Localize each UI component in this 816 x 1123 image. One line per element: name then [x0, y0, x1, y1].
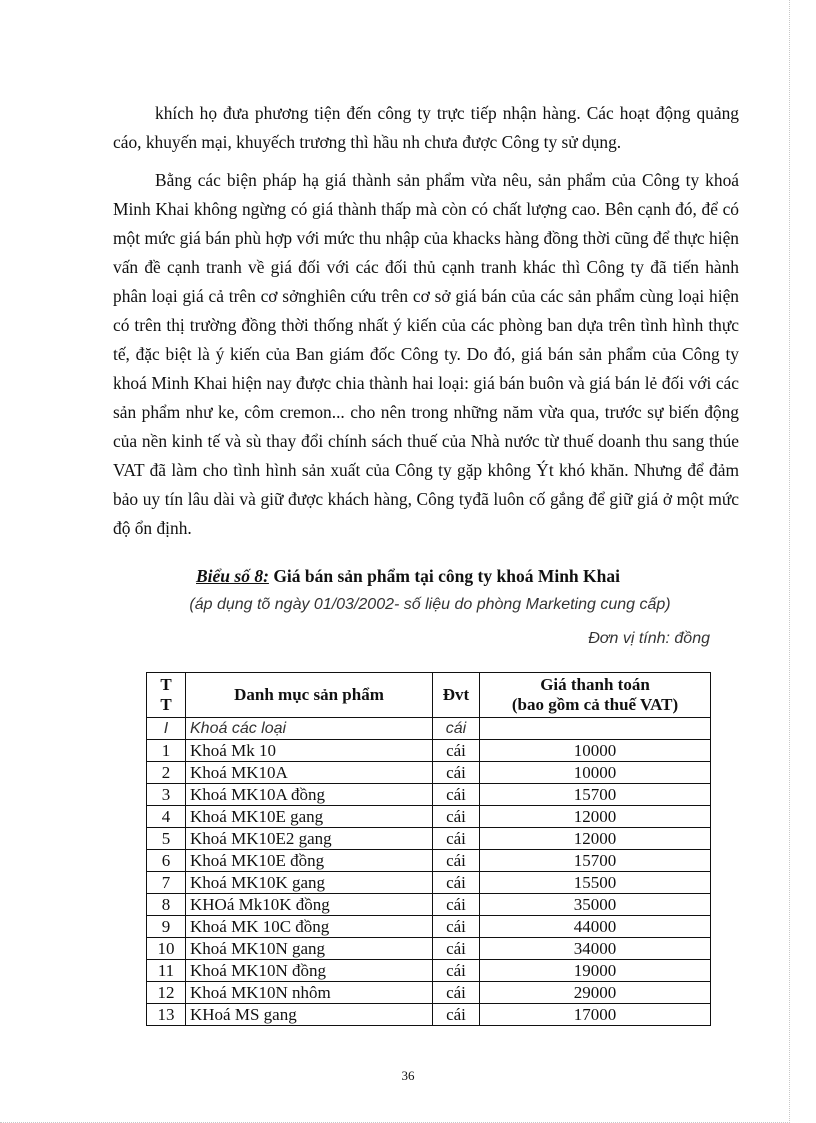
page-number: 36	[401, 1068, 415, 1083]
header-price-line2: (bao gồm cả thuế VAT)	[511, 695, 679, 714]
table-row	[147, 828, 711, 850]
page-border-right	[789, 0, 790, 1123]
cell-price: 10000	[480, 762, 711, 784]
paragraph-2: Bằng các biện pháp hạ giá thành sản phẩm vừa nêu, sản phẩm của Công ty khoá Minh Khai không ngừng có giá thành thấp mà còn có chất lượng cao. Bên cạnh đó, để có một mức giá bán phù hợp với mức thu nhập của khacks hàng đồng thời cũng để thực hiện vấn đề cạnh tranh về giá đối với các đối thủ cạnh tranh khác thì Công ty đã tiến hành phân loại giá cả trên cơ sởnghiên cứu trên cơ sở giá bán của các sản phẩm cùng loại hiện có trên thị trường đồng thời thống nhất ý kiến của các phòng ban dựa trên tình hình thực tế, đặc biệt là ý kiến của Ban giám đốc Công ty. Do đó, giá bán sản phẩm của Công ty khoá Minh Khai hiện nay được chia thành hai loại: giá bán buôn và giá bán lẻ đối với các sản phẩm như ke, côm cremon... cho nên trong những năm vừa qua, trước sự biến động của nền kinh tế và sù thay đổi chính sách thuế của Nhà nước từ thuế doanh thu sang thúe VAT đã làm cho tình hình sản xuất của Công ty gặp không Ýt khó khăn. Nhưng để đảm bảo uy tín lâu dài và giữ được khách hàng, Công tyđã luôn cố gắng để giữ giá ở một mức độ ổn định.	[113, 170, 739, 538]
cell-unit: cái	[433, 850, 480, 872]
table-row	[147, 784, 711, 806]
cell-tt: I	[147, 718, 186, 740]
cell-price: 10000	[480, 740, 711, 762]
table-row	[147, 982, 711, 1004]
cell-price: 12000	[480, 806, 711, 828]
cell-name: Khoá Mk 10	[186, 740, 433, 762]
cell-tt: 11	[147, 960, 186, 982]
cell-unit: cái	[433, 784, 480, 806]
cell-name: Khoá MK10E gang	[186, 806, 433, 828]
cell-unit: cái	[433, 894, 480, 916]
table-row	[147, 960, 711, 982]
cell-tt: 6	[147, 850, 186, 872]
cell-tt: 7	[147, 872, 186, 894]
price-table	[146, 672, 711, 1026]
cell-name: Khoá các loại	[186, 718, 433, 740]
table-row	[147, 894, 711, 916]
cell-price: 34000	[480, 938, 711, 960]
cell-price: 19000	[480, 960, 711, 982]
cell-name: Khoá MK10N nhôm	[186, 982, 433, 1004]
table-row	[147, 740, 711, 762]
cell-unit: cái	[433, 938, 480, 960]
header-tt-line1: T	[160, 675, 172, 694]
table-row	[147, 872, 711, 894]
cell-name: Khoá MK10N đồng	[186, 960, 433, 982]
cell-unit: cái	[433, 740, 480, 762]
cell-tt: 2	[147, 762, 186, 784]
cell-tt: 9	[147, 916, 186, 938]
cell-name: Khoá MK 10C đồng	[186, 916, 433, 938]
cell-name: Khoá MK10N gang	[186, 938, 433, 960]
cell-name: Khoá MK10K gang	[186, 872, 433, 894]
cell-name: Khoá MK10E2 gang	[186, 828, 433, 850]
header-tt	[147, 673, 186, 718]
table-caption	[0, 566, 816, 587]
cell-unit: cái	[433, 828, 480, 850]
table-row	[147, 916, 711, 938]
cell-price: 29000	[480, 982, 711, 1004]
header-name: Danh mục sản phẩm	[186, 673, 433, 718]
cell-name: KHOá Mk10K đồng	[186, 894, 433, 916]
cell-name: KHoá MS gang	[186, 1004, 433, 1026]
cell-tt: 8	[147, 894, 186, 916]
cell-unit: cái	[433, 1004, 480, 1026]
cell-price: 12000	[480, 828, 711, 850]
caption-label: Biểu số 8:	[196, 566, 269, 586]
cell-name: Khoá MK10E đồng	[186, 850, 433, 872]
caption-note: (áp dụng tõ ngày 01/03/2002- số liệu do phòng Marketing cung cấp)	[189, 596, 671, 613]
cell-unit: cái	[433, 960, 480, 982]
cell-tt: 5	[147, 828, 186, 850]
cell-tt: 12	[147, 982, 186, 1004]
cell-price	[480, 718, 711, 740]
table-group-row	[147, 718, 711, 740]
table-row	[147, 850, 711, 872]
cell-tt: 3	[147, 784, 186, 806]
cell-unit: cái	[433, 762, 480, 784]
cell-price: 15700	[480, 850, 711, 872]
table-row	[147, 762, 711, 784]
cell-tt: 10	[147, 938, 186, 960]
cell-name: Khoá MK10A	[186, 762, 433, 784]
header-price-line1: Giá thanh toán	[540, 675, 650, 694]
cell-unit: cái	[433, 718, 480, 740]
cell-price: 17000	[480, 1004, 711, 1026]
currency-unit: Đơn vị tính: đồng	[588, 630, 710, 647]
cell-unit: cái	[433, 806, 480, 828]
cell-tt: 4	[147, 806, 186, 828]
table-row	[147, 806, 711, 828]
paragraph-1: khích họ đưa phương tiện đến công ty trực tiếp nhận hàng. Các hoạt động quảng cáo, khuyến mại, khuyếch trương thì hầu nh chưa được Công ty sử dụng.	[113, 103, 739, 152]
cell-unit: cái	[433, 872, 480, 894]
table-row	[147, 1004, 711, 1026]
cell-tt: 1	[147, 740, 186, 762]
cell-price: 35000	[480, 894, 711, 916]
cell-tt: 13	[147, 1004, 186, 1026]
table-row	[147, 938, 711, 960]
cell-price: 44000	[480, 916, 711, 938]
cell-unit: cái	[433, 916, 480, 938]
cell-price: 15700	[480, 784, 711, 806]
table-header-row	[147, 673, 711, 718]
cell-name: Khoá MK10A đồng	[186, 784, 433, 806]
header-tt-line2: T	[160, 695, 172, 714]
cell-unit: cái	[433, 982, 480, 1004]
header-unit: Đvt	[433, 673, 480, 718]
header-price	[480, 673, 711, 718]
cell-price: 15500	[480, 872, 711, 894]
caption-title: Giá bán sản phẩm tại công ty khoá Minh Khai	[268, 566, 620, 586]
